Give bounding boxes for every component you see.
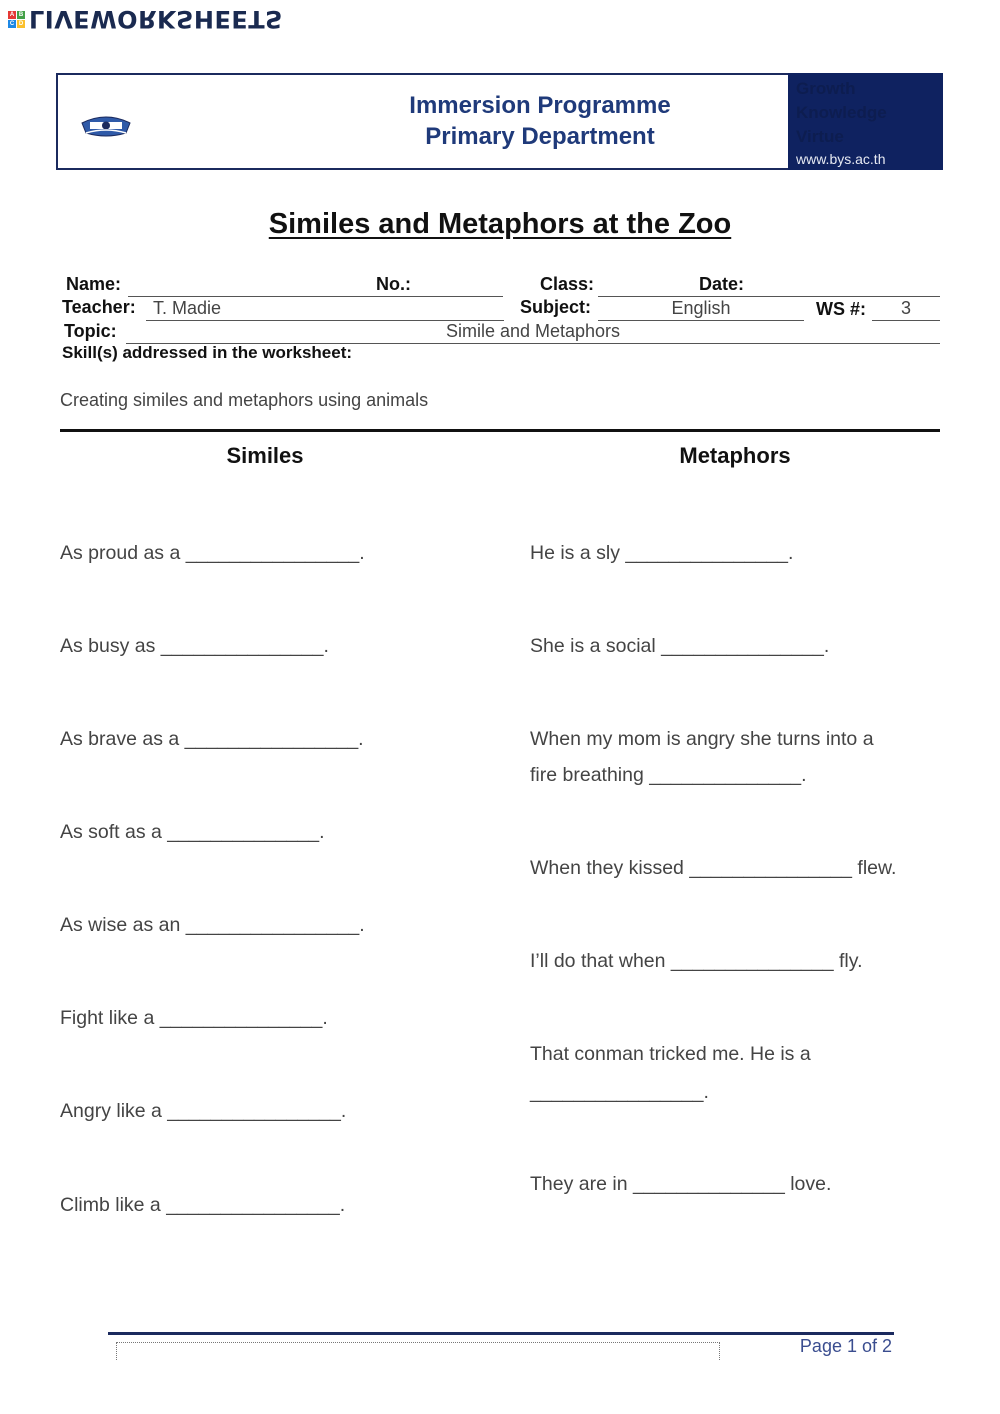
- brand-name: LIVEWORKSHEETS: [29, 5, 283, 33]
- motto-growth: Growth: [796, 79, 856, 98]
- footer-rule: [108, 1332, 894, 1335]
- school-website: www.bys.ac.th: [796, 151, 886, 167]
- metaphor-item[interactable]: They are in ______________ love.: [530, 1173, 832, 1195]
- simile-item[interactable]: As wise as an ________________.: [60, 914, 365, 936]
- worksheet-title: Similes and Metaphors at the Zoo: [268, 208, 732, 240]
- skills-label: Skill(s) addressed in the worksheet:: [62, 343, 353, 362]
- motto-knowledge: Knowledge: [796, 103, 887, 122]
- teacher-value: T. Madie: [153, 298, 222, 318]
- simile-item[interactable]: As soft as a ______________.: [60, 821, 325, 843]
- metaphors-heading: Metaphors: [679, 443, 791, 468]
- simile-item[interactable]: Angry like a ________________.: [60, 1100, 347, 1122]
- section-divider: [60, 429, 940, 432]
- metaphor-item[interactable]: fire breathing ______________.: [530, 764, 807, 786]
- brand-block: A: [9, 11, 15, 18]
- class-date-field[interactable]: [598, 296, 940, 297]
- name-label: Name:: [66, 274, 122, 294]
- brand-block: C: [9, 20, 15, 27]
- brand-blocks-icon: [8, 11, 25, 28]
- page-number: Page 1 of 2: [799, 1336, 892, 1356]
- metaphor-item[interactable]: I’ll do that when _______________ fly.: [530, 950, 863, 972]
- metaphor-item: That conman tricked me. He is a: [530, 1043, 811, 1065]
- simile-item[interactable]: As brave as a ________________.: [60, 728, 364, 750]
- simile-item[interactable]: As busy as _______________.: [60, 635, 329, 657]
- header-title-line1: Immersion Programme: [409, 92, 671, 119]
- class-label: Class:: [540, 274, 595, 294]
- header-title: [290, 90, 790, 152]
- topic-label: Topic:: [64, 321, 117, 341]
- brand-block: D: [18, 20, 24, 27]
- ws-label: WS #:: [816, 299, 867, 319]
- header-side-panel: [788, 73, 943, 170]
- footer-dotted-box: [116, 1342, 720, 1360]
- similes-heading: Similes: [226, 443, 304, 468]
- metaphor-item[interactable]: She is a social _______________.: [530, 635, 830, 657]
- name-field[interactable]: [128, 296, 503, 297]
- motto-virtue: Virtue: [796, 127, 844, 146]
- subject-label: Subject:: [520, 297, 592, 317]
- metaphor-item[interactable]: He is a sly _______________.: [530, 542, 794, 564]
- subject-value: English: [671, 298, 731, 318]
- date-label: Date:: [699, 274, 745, 294]
- brand-block: B: [18, 11, 24, 18]
- metaphor-item[interactable]: ________________.: [530, 1081, 709, 1103]
- teacher-label: Teacher:: [62, 297, 136, 317]
- ws-value: 3: [900, 298, 911, 318]
- school-crest-icon: [80, 113, 132, 137]
- header-title-line2: Primary Department: [425, 123, 655, 150]
- metaphor-item: When my mom is angry she turns into a: [530, 728, 874, 750]
- topic-value: Simile and Metaphors: [445, 321, 621, 341]
- simile-item[interactable]: Climb like a ________________.: [60, 1194, 346, 1216]
- simile-item[interactable]: Fight like a _______________.: [60, 1007, 328, 1029]
- no-label: No.:: [376, 274, 411, 294]
- brand-logo: [8, 4, 283, 34]
- skills-value: Creating similes and metaphors using animals: [60, 390, 429, 410]
- metaphor-item[interactable]: When they kissed _______________ flew.: [530, 857, 897, 879]
- simile-item[interactable]: As proud as a ________________.: [60, 542, 365, 564]
